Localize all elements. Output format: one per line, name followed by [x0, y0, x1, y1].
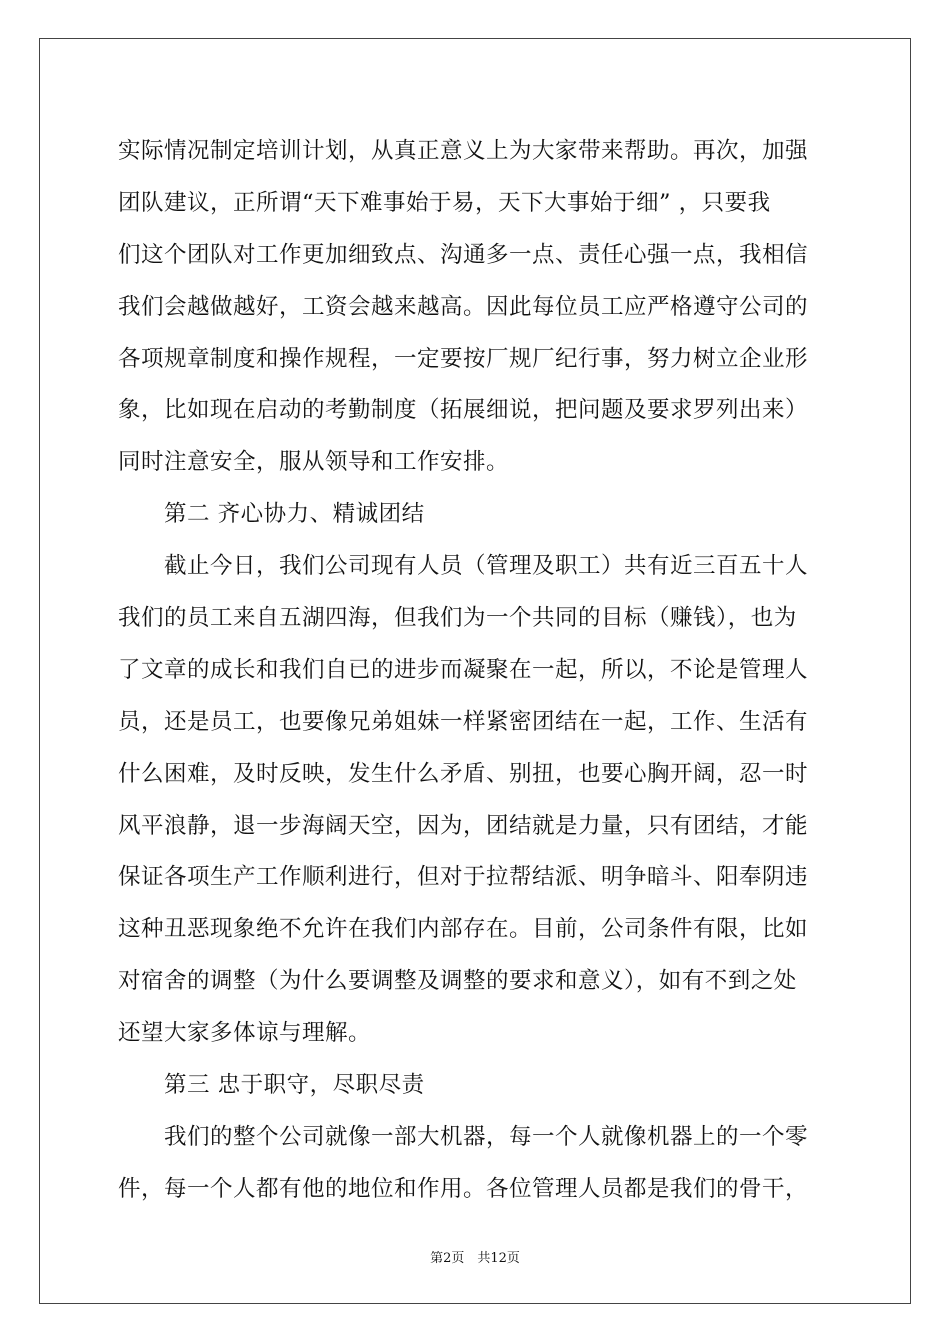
text-line: 我们的整个公司就像一部大机器，每一个人就像机器上的一个零	[164, 1123, 809, 1150]
text-line: 团队建议，正所谓“天下难事始于易，天下大事始于细” ，只要我	[118, 189, 771, 216]
text-line: 各项规章制度和操作规程，一定要按厂规厂纪行事，努力树立企业形	[118, 345, 809, 372]
section-heading: 第三 忠于职守，尽职尽责	[164, 1072, 425, 1099]
document-body	[118, 126, 834, 1216]
text-line: 这种丑恶现象绝不允许在我们内部存在。目前，公司条件有限，比如	[118, 916, 809, 943]
text-line: 象，比如现在启动的考勤制度（拓展细说，把问题及要求罗列出来）	[118, 397, 809, 424]
text-line: 我们会越做越好，工资会越来越高。因此每位员工应严格遵守公司的	[118, 293, 809, 320]
text-line: 还望大家多体谅与理解。	[118, 1020, 372, 1047]
text-line: 风平浪静，退一步海阔天空，因为，团结就是力量，只有团结，才能	[118, 812, 809, 839]
text-line: 同时注意安全，服从领导和工作安排。	[118, 449, 510, 476]
text-line: 员，还是员工，也要像兄弟姐妹一样紧密团结在一起，工作、生活有	[118, 708, 809, 735]
text-line: 截止今日，我们公司现有人员（管理及职工）共有近三百五十人	[164, 553, 809, 580]
page-footer: 第2页 共12页	[430, 1251, 520, 1266]
text-line: 保证各项生产工作顺利进行，但对于拉帮结派、明争暗斗、阳奉阴违	[118, 864, 809, 891]
text-line: 实际情况制定培训计划，从真正意义上为大家带来帮助。再次，加强	[118, 138, 809, 164]
text-line: 了文章的成长和我们自已的进步而凝聚在一起，所以，不论是管理人	[118, 656, 809, 683]
text-line: 我们的员工来自五湖四海，但我们为一个共同的目标（赚钱），也为	[118, 605, 797, 632]
text-line: 件，每一个人都有他的地位和作用。各位管理人员都是我们的骨干，	[118, 1175, 809, 1202]
text-line: 什么困难，及时反映，发生什么矛盾、别扭，也要心胸开阔，忍一时	[118, 760, 809, 787]
text-line: 们这个团队对工作更加细致点、沟通多一点、责任心强一点，我相信	[118, 241, 809, 268]
section-heading: 第二 齐心协力、精诚团结	[164, 501, 425, 528]
text-line: 对宿舍的调整（为什么要调整及调整的要求和意义），如有不到之处	[118, 968, 797, 995]
